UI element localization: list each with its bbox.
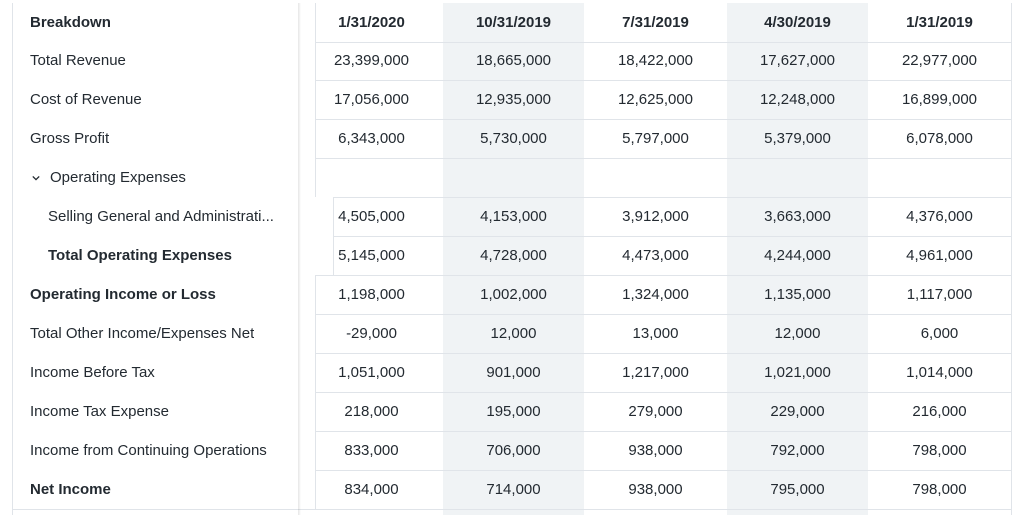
table-cell: -29,000 [346, 325, 397, 342]
table-cell: 834,000 [344, 481, 399, 498]
table-cell: 6,343,000 [338, 130, 405, 147]
table-row [13, 431, 1011, 471]
table-cell: 1,324,000 [622, 286, 689, 303]
table-cell: 5,797,000 [622, 130, 689, 147]
table-cell [585, 158, 726, 197]
table-cell: 792,000 [770, 442, 825, 459]
table-cell: 5,379,000 [764, 130, 831, 147]
row-label: Income Before Tax [13, 353, 316, 392]
table-row [13, 197, 1011, 237]
table-cell [443, 158, 584, 197]
table-cell: 6,000 [920, 325, 959, 342]
table-cell: 1,051,000 [338, 364, 405, 381]
table-row [13, 236, 1011, 276]
income-statement-table [12, 3, 1012, 515]
table-cell: 4,153,000 [480, 208, 547, 225]
table-cell: 1,021,000 [764, 364, 831, 381]
table-cell: 16,899,000 [901, 91, 978, 108]
table-cell: 12,248,000 [759, 91, 836, 108]
table-cell: 22,977,000 [901, 52, 978, 69]
table-cell: 17,627,000 [759, 52, 836, 69]
table-row [13, 119, 1011, 159]
table-cell: 12,000 [490, 325, 537, 342]
table-row [13, 470, 1011, 510]
row-label: Operating Income or Loss [13, 275, 316, 314]
row-label: Total Revenue [13, 41, 316, 80]
table-row [13, 41, 1011, 81]
table-cell: 3,663,000 [764, 208, 831, 225]
table-cell: 195,000 [486, 403, 541, 420]
date-header: 4/30/2019 [764, 14, 831, 31]
table-cell: 798,000 [912, 442, 967, 459]
operating-expenses-toggle[interactable]: Operating Expenses [13, 158, 316, 197]
date-header: 1/31/2020 [338, 14, 405, 31]
row-label: Total Other Income/Expenses Net [13, 314, 316, 353]
table-row [13, 158, 1011, 198]
table-cell: 1,117,000 [906, 286, 973, 303]
row-label: Income from Continuing Operations [13, 431, 316, 470]
table-cell: 279,000 [628, 403, 683, 420]
header-row [13, 3, 1011, 43]
sticky-column-shadow [298, 3, 301, 515]
row-label: Net Income [13, 470, 316, 509]
table-cell: 216,000 [912, 403, 967, 420]
table-cell: 4,505,000 [338, 208, 405, 225]
row-label: Selling General and Administrati... [13, 197, 334, 236]
table-cell: 12,000 [774, 325, 821, 342]
table-cell: 18,665,000 [475, 52, 552, 69]
table-cell: 714,000 [486, 481, 541, 498]
table-cell: 4,728,000 [480, 247, 547, 264]
table-cell: 938,000 [628, 481, 683, 498]
table-cell: 1,217,000 [622, 364, 689, 381]
date-header: 10/31/2019 [475, 14, 552, 31]
table-cell [301, 158, 442, 197]
table-row [13, 80, 1011, 120]
table-cell: 4,244,000 [764, 247, 831, 264]
table-cell: 6,078,000 [906, 130, 973, 147]
table-cell: 3,912,000 [622, 208, 689, 225]
row-label: Income Tax Expense [13, 392, 316, 431]
table-cell: 4,376,000 [906, 208, 973, 225]
table-cell: 4,473,000 [622, 247, 689, 264]
table-cell: 12,935,000 [475, 91, 552, 108]
table-cell: 1,002,000 [480, 286, 547, 303]
table-cell: 901,000 [486, 364, 541, 381]
table-cell: 4,961,000 [906, 247, 973, 264]
chevron-down-icon [32, 174, 40, 182]
table-cell: 706,000 [486, 442, 541, 459]
table-cell: 13,000 [632, 325, 679, 342]
table-cell: 1,014,000 [906, 364, 973, 381]
table-cell: 1,198,000 [338, 286, 405, 303]
table-row [13, 353, 1011, 393]
table-cell: 5,145,000 [338, 247, 405, 264]
table-cell [869, 158, 1010, 197]
table-cell: 833,000 [344, 442, 399, 459]
breakdown-header: Breakdown [13, 3, 316, 42]
row-label: Total Operating Expenses [13, 236, 334, 275]
table-cell: 18,422,000 [617, 52, 694, 69]
table-cell: 17,056,000 [333, 91, 410, 108]
row-label: Cost of Revenue [13, 80, 316, 119]
table-cell: 23,399,000 [333, 52, 410, 69]
table-row [13, 392, 1011, 432]
table-cell: 1,135,000 [764, 286, 831, 303]
table-cell: 795,000 [770, 481, 825, 498]
table-cell: 938,000 [628, 442, 683, 459]
table-cell [727, 158, 868, 197]
date-header: 1/31/2019 [906, 14, 973, 31]
table-cell: 229,000 [770, 403, 825, 420]
table-cell: 5,730,000 [480, 130, 547, 147]
table-cell: 12,625,000 [617, 91, 694, 108]
table-row [13, 275, 1011, 315]
row-label: Gross Profit [13, 119, 316, 158]
table-cell: 798,000 [912, 481, 967, 498]
table-row [13, 314, 1011, 354]
date-header: 7/31/2019 [622, 14, 689, 31]
table-cell: 218,000 [344, 403, 399, 420]
